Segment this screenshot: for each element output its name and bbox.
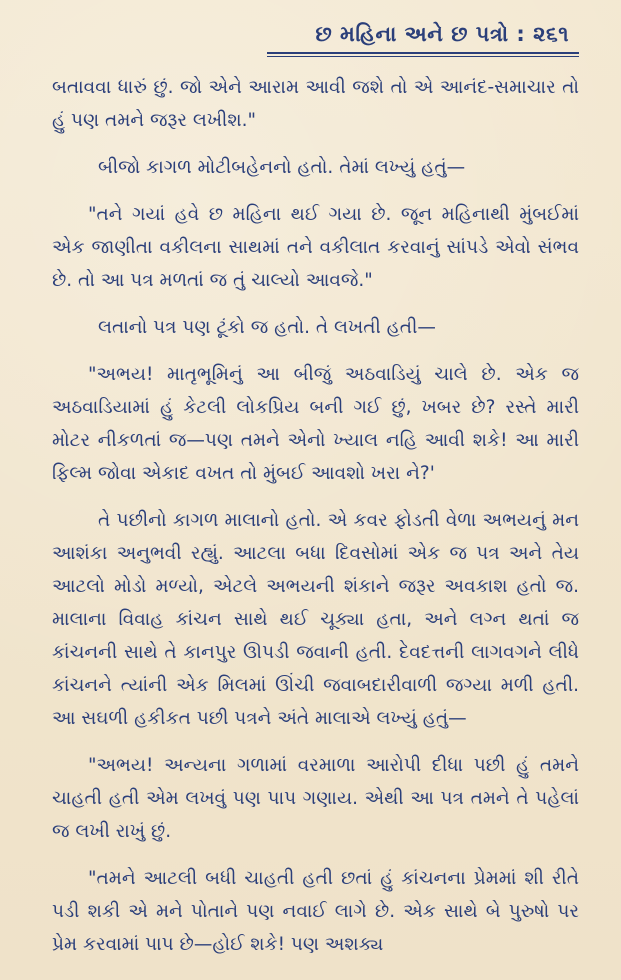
running-header: છ મહિના અને છ પત્રો : ૨૬૧ (315, 22, 569, 46)
paragraph-second-letter-intro: બીજો કાગળ મોટીબહેનનો હતો. તેમાં લખ્યું હતું— (98, 157, 466, 178)
paragraph-mala-intro: તે પછીનો કાગળ માલાનો હતો. એ કવર ફોડતી વેળા અભયનું મન આશંકા અનુભવી રહ્યું. આટલા બધા દિવસોમાં એક જ પત્ર અને તેય આટલો મોડો મળ્યો, એટલે અભયની શંકાને જરૂર અવકાશ હતો જ. માલાના વિવાહ કાંચન સાથે થઈ ચૂક્યા હતા, અને લગ્ન થતાં જ કાંચનની સાથે તે કાનપુર ઊપડી જવાની હતી. દેવદત્તની લાગવગને લીધે કાંચનને ત્યાંની એક મિલમાં ઊંચી જવાબદારીવાળી જગ્યા મળી હતી. આ સઘળી હકીકત પછી પત્રને અંતે માલાએ લખ્યું હતું— (52, 510, 579, 729)
paragraph-mala-letter-1: "અભય! અન્યના ગળામાં વરમાળા આરોપી દીધા પછી હું તમને ચાહતી હતી એમ લખવું પણ પાપ ગણાય. એથી આ પત્ર તમને તે પહેલાં જ લખી રાખું છું. (52, 755, 579, 842)
paragraph-lata-intro: લતાનો પત્ર પણ ટૂંકો જ હતો. તે લખતી હતી— (98, 317, 436, 338)
paragraph-continuation: બતાવવા ધારું છું. જો એને આરામ આવી જશે તો એ આનંદ-સમાચાર તો હું પણ તમને જરૂર લખીશ." (52, 77, 579, 131)
header-rule (267, 52, 579, 57)
paragraph-lata-letter: "અભય! માતૃભૂમિનું આ બીજું અઠવાડિયું ચાલે છે. એક જ અઠવાડિયામાં હું કેટલી લોકપ્રિય બની ગઈ છું, ખબર છે? રસ્તે મારી મોટર નીકળતાં જ—પણ તમને એનો ખ્યાલ નહિ આવી શકે! આ મારી ફિલ્મ જોવા એકાદ વખત તો મુંબઈ આવશો ખરા ને?' (52, 364, 579, 484)
paragraph-sister-letter: "તને ગયાં હવે છ મહિના થઈ ગયા છે. જૂન મહિનાથી મુંબઈમાં એક જાણીતા વકીલના સાથમાં તને વકીલાત કરવાનું સાંપડે એવો સંભવ છે. તો આ પત્ર મળતાં જ તું ચાલ્યો આવજે." (52, 204, 579, 291)
paragraph-mala-letter-2: "તમને આટલી બધી ચાહતી હતી છતાં હું કાંચનના પ્રેમમાં શી રીતે પડી શકી એ મને પોતાને પણ નવાઈ લાગે છે. એક સાથે બે પુરુષો પર પ્રેમ કરવામાં પાપ છે—હોઈ શકે! પણ અશક્ય (52, 868, 579, 955)
